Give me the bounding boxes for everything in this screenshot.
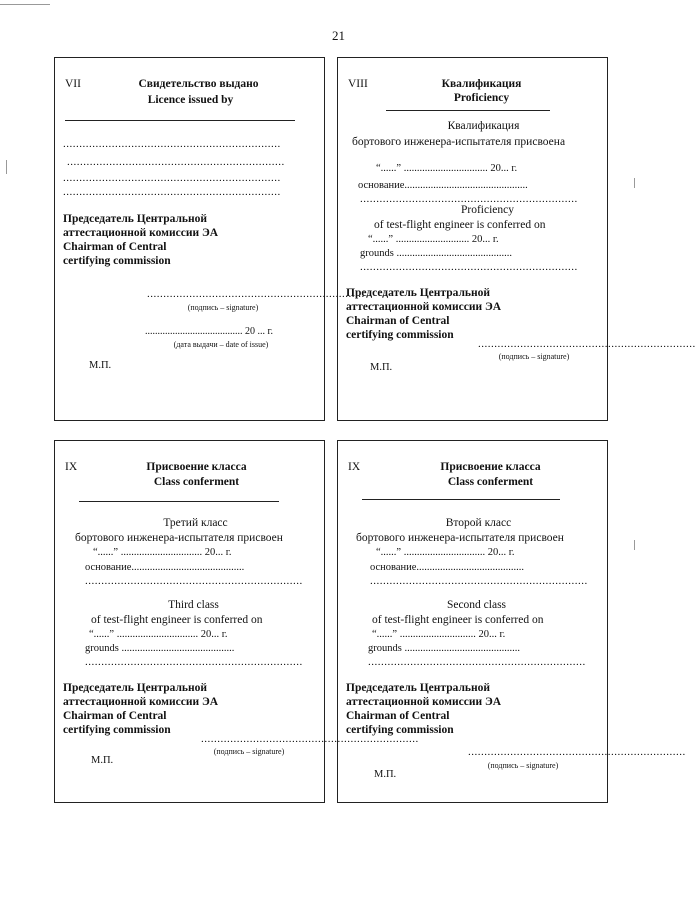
basis-en-dotline: ...................................................................	[360, 261, 578, 273]
section-title-ru: Присвоение класса	[146, 461, 247, 473]
proficiency-ru: Квалификация	[447, 120, 520, 132]
section-title-en: Class conferment	[153, 476, 240, 488]
chairman-en-line2: certifying commission	[63, 724, 171, 736]
class-en-text: of test-flight engineer is conferred on	[91, 614, 263, 626]
proficiency-en-text: of test-flight engineer is conferred on	[374, 219, 546, 231]
box-proficiency	[337, 57, 696, 421]
signature-label: (подпись – signature)	[187, 303, 259, 312]
section-title-ru: Присвоение класса	[440, 461, 541, 473]
chairman-ru-line2: аттестационной комиссии ЭА	[63, 696, 219, 708]
date-ru: “......” ............................... 20... г.	[93, 547, 232, 558]
chairman-en-line2: certifying commission	[63, 255, 171, 267]
chairman-en-line2: certifying commission	[346, 329, 454, 341]
box-class-conferment-second	[337, 440, 686, 803]
stamp-place: М.П.	[89, 360, 112, 371]
stamp-place: М.П.	[91, 755, 114, 766]
chairman-ru-line1: Председатель Центральной	[346, 287, 490, 299]
title-underline	[362, 499, 560, 500]
section-roman: IX	[348, 461, 361, 473]
issuer-dotline: ...................................................................	[67, 156, 285, 168]
basis-en-dotline: ...................................................................	[85, 656, 303, 668]
issuer-dotline: ...................................................................	[63, 186, 281, 198]
basis-en: grounds ............................................	[368, 643, 520, 654]
chairman-en-line1: Chairman of Central	[63, 241, 167, 253]
basis-ru: основание...........................................	[85, 562, 245, 573]
chairman-ru-line2: аттестационной комиссии ЭА	[63, 227, 219, 239]
basis-en: grounds ............................................	[360, 248, 512, 259]
signature-dotline: ...................................................................	[468, 746, 686, 758]
class-en: Third class	[168, 599, 219, 611]
stamp-place: М.П.	[370, 362, 393, 373]
signature-dotline: ...................................................................	[201, 733, 419, 745]
section-title-en: Proficiency	[453, 92, 510, 104]
basis-ru: основание...............................................	[358, 180, 528, 191]
section-title-en: Licence issued by	[147, 94, 234, 106]
scan-margin-mark	[634, 540, 635, 550]
class-ru: Второй класс	[445, 517, 512, 529]
section-roman: VII	[65, 78, 81, 90]
section-title-ru: Свидетельство выдано	[138, 78, 259, 90]
scan-margin-mark	[634, 178, 635, 188]
basis-ru-dotline: ...................................................................	[360, 193, 578, 205]
signature-dotline: ...................................................................	[478, 338, 696, 350]
page-number: 21	[332, 28, 345, 43]
chairman-ru-line2: аттестационной комиссии ЭА	[346, 696, 502, 708]
date-en: “......” ............................. 20... г.	[372, 629, 506, 640]
chairman-ru-line1: Председатель Центральной	[63, 682, 207, 694]
class-en: Second class	[446, 599, 507, 611]
proficiency-ru-text: бортового инженера-испытателя присвоена	[352, 136, 566, 148]
section-title-en: Class conferment	[447, 476, 534, 488]
issuer-line	[65, 120, 295, 121]
stamp-place: М.П.	[374, 769, 397, 780]
date-ru: “......” ............................... 20... г.	[376, 547, 515, 558]
chairman-ru-line1: Председатель Центральной	[63, 213, 207, 225]
proficiency-en: Proficiency	[460, 204, 514, 216]
chairman-en-line2: certifying commission	[346, 724, 454, 736]
date-en: “......” ............................ 20... г.	[368, 234, 499, 245]
issuer-dotline: ...................................................................	[63, 172, 281, 184]
signature-label: (подпись – signature)	[487, 761, 559, 770]
section-roman: IX	[65, 461, 78, 473]
class-en-text: of test-flight engineer is conferred on	[372, 614, 544, 626]
basis-en-dotline: ...................................................................	[368, 656, 586, 668]
title-underline	[79, 501, 279, 502]
chairman-en-line1: Chairman of Central	[63, 710, 167, 722]
title-underline	[386, 110, 550, 111]
section-roman: VIII	[348, 78, 368, 90]
scan-edge-line	[0, 4, 50, 5]
chairman-en-line1: Chairman of Central	[346, 710, 450, 722]
signature-label: (подпись – signature)	[213, 747, 285, 756]
chairman-ru-line2: аттестационной комиссии ЭА	[346, 301, 502, 313]
basis-ru-dotline: ...................................................................	[370, 575, 588, 587]
basis-ru: основание.........................................	[370, 562, 525, 573]
class-ru: Третий класс	[163, 517, 228, 529]
chairman-en-line1: Chairman of Central	[346, 315, 450, 327]
issue-date-line: ....................................... 20 ... г.	[145, 326, 273, 337]
scan-margin-mark	[6, 160, 7, 174]
box-class-conferment-third	[54, 440, 419, 803]
chairman-ru-line1: Председатель Центральной	[346, 682, 490, 694]
issuer-dotline: ...................................................................	[63, 138, 281, 150]
class-ru-text: бортового инженера-испытателя присвоен	[75, 532, 283, 544]
signature-dotline: ...................................................................	[147, 288, 365, 300]
class-ru-text: бортового инженера-испытателя присвоен	[356, 532, 564, 544]
basis-en: grounds ...........................................	[85, 643, 235, 654]
date-ru: “......” ................................ 20... г.	[376, 163, 518, 174]
issue-date-label: (дата выдачи – date of issue)	[173, 340, 269, 349]
section-title-ru: Квалификация	[441, 78, 522, 90]
date-en: “......” ............................... 20... г.	[89, 629, 228, 640]
signature-label: (подпись – signature)	[498, 352, 570, 361]
basis-ru-dotline: ...................................................................	[85, 575, 303, 587]
